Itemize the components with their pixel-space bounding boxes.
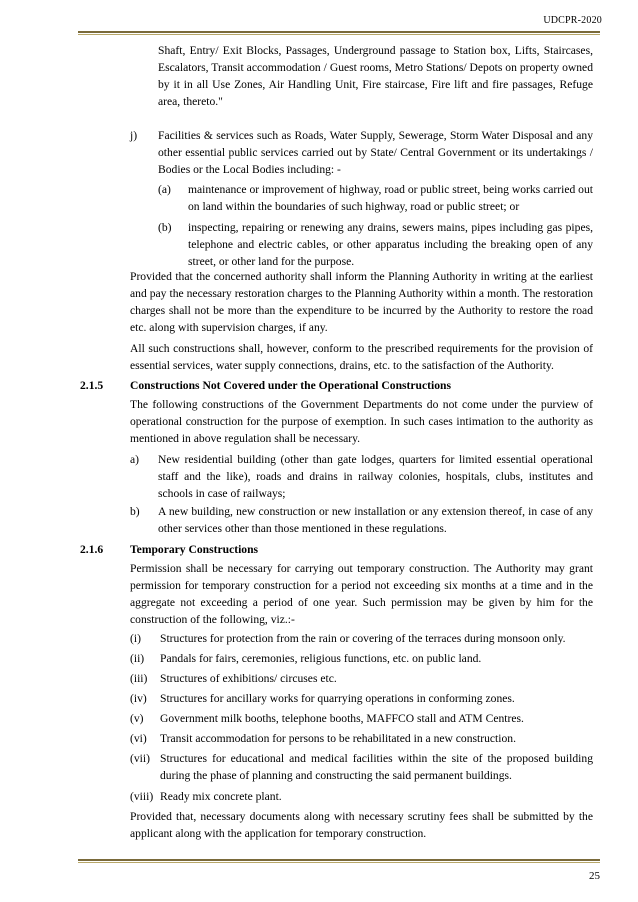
section-215-item-a-text: New residential building (other than gate lodges, quarters for limited essential operational staff and the like), roads and drains in railway colonies, hospitals, clubs, institutes and schools in case of railways; — [158, 453, 593, 500]
list-item-text: Government milk booths, telephone booths, MAFFCO stall and ATM Centres. — [160, 712, 524, 725]
list-item-label: (iv) — [130, 692, 147, 705]
list-item-label: (ii) — [130, 652, 145, 665]
footer-rule — [78, 859, 600, 863]
list-item-label: (iii) — [130, 672, 148, 685]
page-number: 25 — [589, 870, 600, 882]
provided-paragraph-1: Provided that the concerned authority shall inform the Planning Authority in writing at the earliest and pay the necessary restoration charges to the Planning Authority within a month. The restoration charges shall not be more than the expenditure to be incurred by the Authority to restore the road etc. along with supervision charges, if any. — [130, 270, 593, 334]
list-item-label: (viii) — [130, 790, 154, 803]
list-item-text: Pandals for fairs, ceremonies, religious functions, etc. on public land. — [160, 652, 482, 665]
section-216-title: Temporary Constructions — [130, 543, 259, 556]
item-j-text: Facilities & services such as Roads, Water Supply, Sewerage, Storm Water Disposal and any other essential public services carried out by State/ Central Government or its undertakings / Bodies or the Local Bodies including: - — [158, 129, 593, 176]
section-215-title: Constructions Not Covered under the Operational Constructions — [130, 379, 451, 392]
section-215-text: The following constructions of the Government Departments do not come under the purview of operational construction for the purpose of exemption. In such cases intimation to the authority as mentioned in above regulation shall be necessary. — [130, 398, 593, 445]
section-216-number: 2.1.6 — [80, 543, 104, 556]
subitem-a-text: maintenance or improvement of highway, road or public street, being works carried out on land within the boundaries of such highway, road or public street; or — [188, 183, 593, 213]
subitem-b-text: inspecting, repairing or renewing any drains, sewers mains, pipes including gas pipes, telephone and electric cables, or other apparatus including the breaking open of any street, or other land for the purpose. — [188, 221, 593, 268]
intro-continuation: Shaft, Entry/ Exit Blocks, Passages, Underground passage to Station box, Lifts, Staircases, Escalators, Transit accommodation / Guest rooms, Metro Stations/ Depots on property owned by it in all Use Zones, Air Handling Unit, Fire staircase, Fire lift and fire passages, Refuge area, thereto." — [158, 44, 593, 108]
subitem-b-label: (b) — [158, 221, 172, 234]
section-215-item-a-label: a) — [130, 453, 140, 466]
list-item-text: Transit accommodation for persons to be rehabilitated in a new construction. — [160, 732, 516, 745]
list-item-label: (vi) — [130, 732, 147, 745]
section-215-item-b-label: b) — [130, 505, 140, 518]
list-item-text: Structures for protection from the rain or covering of the terraces during monsoon only. — [160, 632, 566, 645]
section-216-provided: Provided that, necessary documents along with necessary scrutiny fees shall be submitted by the applicant along with the application for temporary construction. — [130, 810, 593, 840]
running-header-title: UDCPR-2020 — [543, 15, 602, 26]
section-216-text: Permission shall be necessary for carrying out temporary construction. The Authority may grant permission for temporary construction for a period not exceeding six months at a time and in the aggregate not exceeding a period of one year. Such permission may be given by him for the construction of the following, viz.:- — [130, 562, 593, 626]
list-item-text: Structures for ancillary works for quarrying operations in conforming zones. — [160, 692, 515, 705]
header-rule — [78, 31, 600, 35]
item-j-label: j) — [130, 129, 138, 142]
subitem-a-label: (a) — [158, 183, 171, 196]
list-item-label: (v) — [130, 712, 144, 725]
all-such-paragraph: All such constructions shall, however, conform to the prescribed requirements for the provision of essential services, water supply connections, drains, etc. to the satisfaction of the Authority. — [130, 342, 593, 372]
list-item-text: Structures of exhibitions/ circuses etc. — [160, 672, 337, 685]
section-215-item-b-text: A new building, new construction or new installation or any extension thereof, in case of any other services other than those mentioned in these regulations. — [158, 505, 593, 535]
list-item-text: Ready mix concrete plant. — [160, 790, 282, 803]
list-item-label: (vii) — [130, 752, 150, 765]
list-item-label: (i) — [130, 632, 141, 645]
section-215-number: 2.1.5 — [80, 379, 104, 392]
list-item-text: Structures for educational and medical facilities within the site of the proposed building during the phase of planning and constructing the said permanent buildings. — [160, 752, 593, 782]
